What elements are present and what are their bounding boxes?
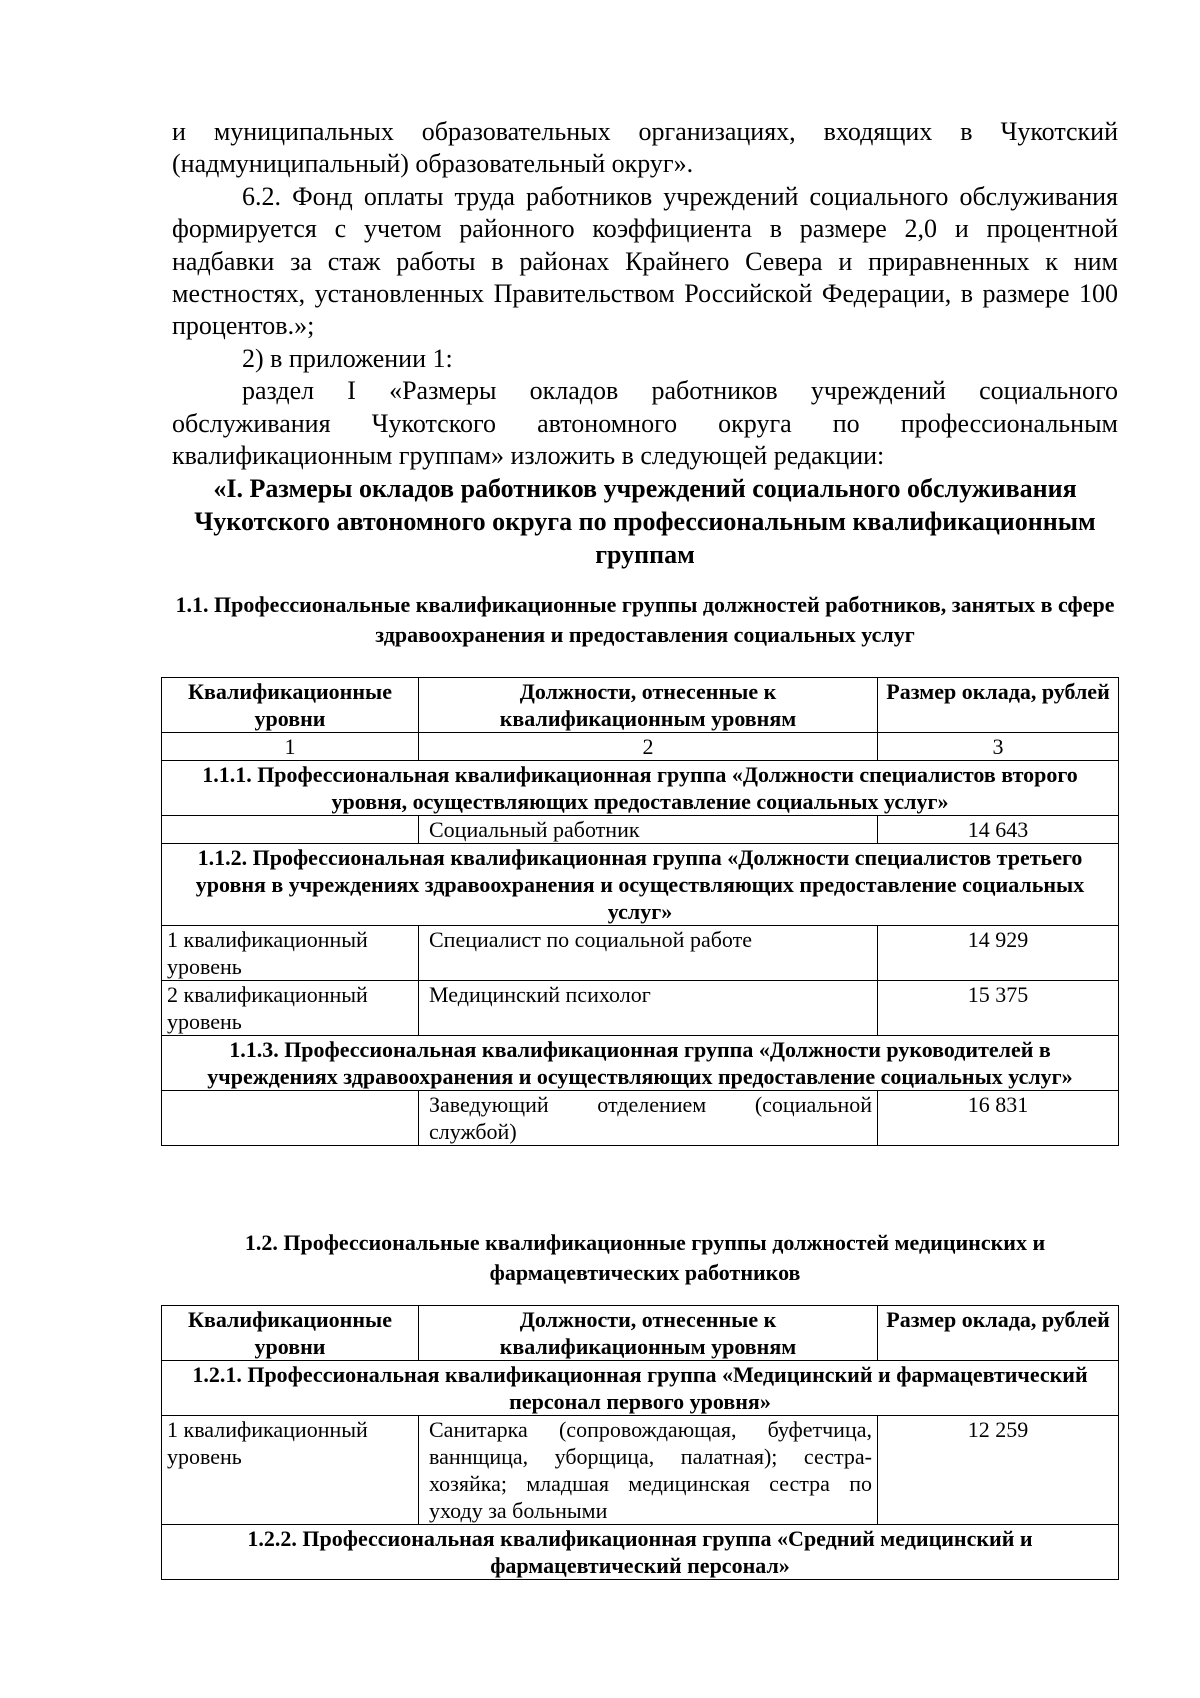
- column-number-row: [162, 733, 1119, 761]
- section1-title: 1.1. Профессиональные квалификационные группы должностей работников, занятых в сфере здравоохранения и предоставления социальных услуг: [175, 592, 1115, 647]
- group-title: 1.1.2. Профессиональная квалификационная группа «Должности специалистов третьего уровня в учреждениях здравоохранения и осуществляющих предоставление социальных услуг»: [162, 844, 1119, 926]
- column-header: Квалификационные уровни: [162, 678, 419, 733]
- group-row: [162, 1361, 1119, 1416]
- salary-cell: 14 643: [878, 816, 1119, 844]
- level-cell: 1 квалификационный уровень: [162, 926, 419, 981]
- salary-table-1: [161, 677, 1119, 1146]
- level-cell: [162, 816, 419, 844]
- group-title: 1.1.3. Профессиональная квалификационная группа «Должности руководителей в учреждениях здравоохранения и осуществляющих предоставление социальных услуг»: [162, 1036, 1119, 1091]
- salary-cell: 14 929: [878, 926, 1119, 981]
- intro-paragraph-3: 2) в приложении 1:: [242, 343, 453, 373]
- column-number: 2: [419, 733, 878, 761]
- group-row: [162, 761, 1119, 816]
- column-header: Размер оклада, рублей: [878, 678, 1119, 733]
- group-title: 1.2.1. Профессиональная квалификационная группа «Медицинский и фармацевтический персонал первого уровня»: [162, 1361, 1119, 1416]
- column-header: Должности, отнесенные к квалификационным уровням: [419, 678, 878, 733]
- group-title: 1.2.2. Профессиональная квалификационная группа «Средний медицинский и фармацевтический персонал»: [162, 1525, 1119, 1580]
- position-cell: Санитарка (сопровождающая, буфетчица, ваннщица, уборщица, палатная); сестра-хозяйка; младшая медицинская сестра по уходу за больными: [419, 1416, 878, 1525]
- section-heading: «I. Размеры окладов работников учреждений социального обслуживания Чукотского автономного округа по профессиональным квалификационным группам: [194, 474, 1096, 569]
- column-header: Должности, отнесенные к квалификационным уровням: [419, 1306, 878, 1361]
- intro-paragraph-4: раздел I «Размеры окладов работников учреждений социального обслуживания Чукотского автономного округа по профессиональным квалификационным группам» изложить в следующей редакции:: [172, 376, 1118, 471]
- position-cell: Медицинский психолог: [419, 981, 878, 1036]
- position-cell: Социальный работник: [419, 816, 878, 844]
- level-cell: 2 квалификационный уровень: [162, 981, 419, 1036]
- salary-table-2: [161, 1305, 1119, 1580]
- level-cell: [162, 1091, 419, 1146]
- position-cell: Специалист по социальной работе: [419, 926, 878, 981]
- column-number: 3: [878, 733, 1119, 761]
- table-header-row: [162, 1306, 1119, 1361]
- group-row: [162, 1036, 1119, 1091]
- table-row: [162, 1416, 1119, 1525]
- table-row: [162, 926, 1119, 981]
- group-title: 1.1.1. Профессиональная квалификационная группа «Должности специалистов второго уровня, осуществляющих предоставление социальных услуг»: [162, 761, 1119, 816]
- table-row: [162, 816, 1119, 844]
- section2-title: 1.2. Профессиональные квалификационные группы должностей медицинских и фармацевтических работников: [244, 1230, 1046, 1285]
- position-cell: Заведующий отделением (социальной службой): [419, 1091, 878, 1146]
- column-header: Квалификационные уровни: [162, 1306, 419, 1361]
- group-row: [162, 844, 1119, 926]
- intro-paragraph-1: и муниципальных образовательных организациях, входящих в Чукотский (надмуниципальный) образовательный округ».: [172, 117, 1118, 179]
- salary-cell: 15 375: [878, 981, 1119, 1036]
- salary-cell: 16 831: [878, 1091, 1119, 1146]
- group-row: [162, 1525, 1119, 1580]
- intro-paragraph-2: 6.2. Фонд оплаты труда работников учреждений социального обслуживания формируется с учетом районного коэффициента в размере 2,0 и процентной надбавки за стаж работы в районах Крайнего Севера и приравненных к ним местностях, установленных Правительством Российской Федерации, в размере 100 процентов.»;: [172, 181, 1118, 341]
- table-row: [162, 981, 1119, 1036]
- table-header-row: [162, 678, 1119, 733]
- salary-cell: 12 259: [878, 1416, 1119, 1525]
- level-cell: 1 квалификационный уровень: [162, 1416, 419, 1525]
- column-header: Размер оклада, рублей: [878, 1306, 1119, 1361]
- column-number: 1: [162, 733, 419, 761]
- intro-text: [172, 116, 1118, 472]
- table-row: [162, 1091, 1119, 1146]
